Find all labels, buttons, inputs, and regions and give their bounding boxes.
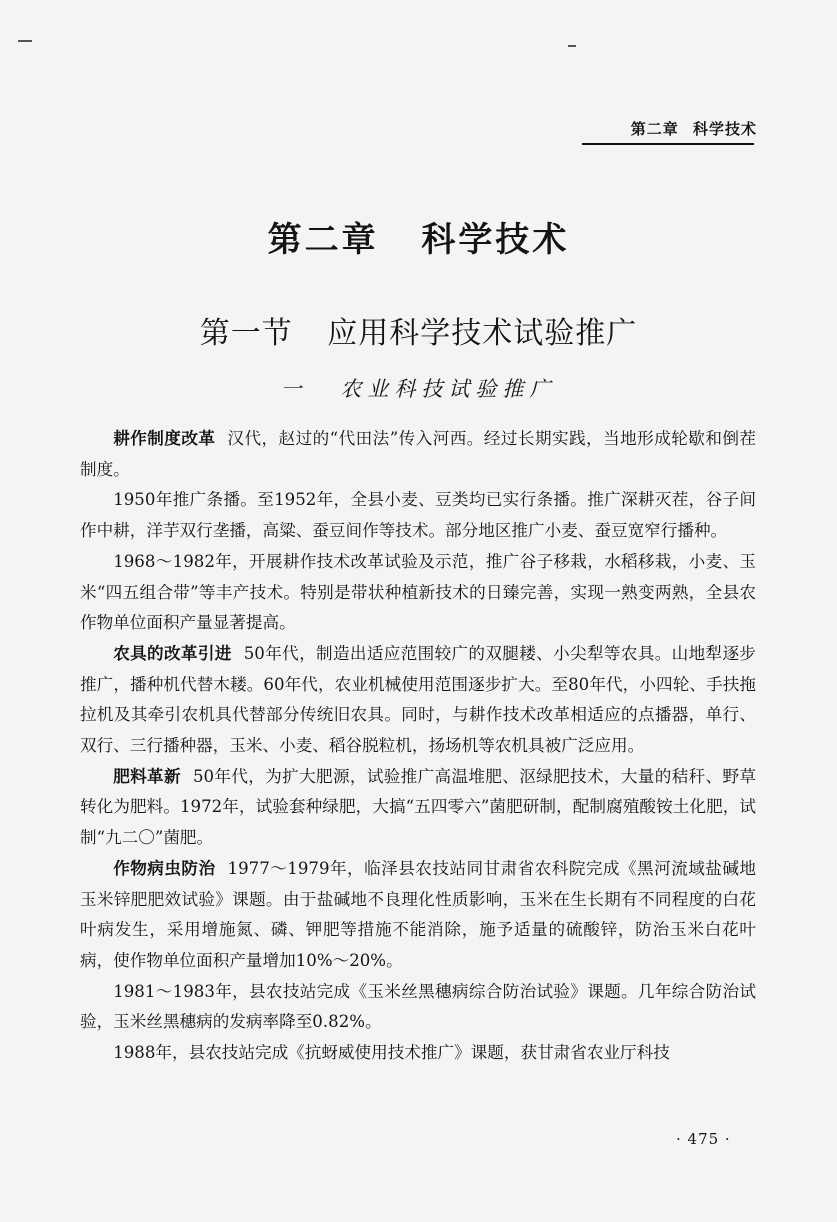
paragraph-lead: 作物病虫防治 <box>113 858 216 878</box>
running-head-rule <box>582 143 754 145</box>
chapter-title: 第二章 科学技术 <box>267 220 570 260</box>
paragraph <box>80 977 756 1038</box>
page-number: · 475 · <box>676 1130 731 1148</box>
sub-title: 一 农业科技试验推广 <box>280 377 557 401</box>
body-text <box>80 424 756 1069</box>
paragraph-text: 50年代，为扩大肥源，试验推广高温堆肥、沤绿肥技术，大量的秸秆、野草转化为肥料。1972年，试验套种绿肥，大搞“五四零六”菌肥研制，配制腐殖酸铵土化肥，试制“九二〇”菌肥。 <box>80 766 756 848</box>
paragraph-text: 50年代，制造出适应范围较广的双腿耧、小尖犁等农具。山地犁逐步推广，播种机代替木耧。60年代，农业机械使用范围逐步扩大。至80年代，小四轮、手扶拖拉机及其牵引农机具代替部分传统旧农具。同时，与耕作技术改革相适应的点播器，单行、双行、三行播种器，玉米、小麦、稻谷脱粒机，扬场机等农机具被广泛应用。 <box>80 643 757 756</box>
section-title: 第一节 应用科学技术试验推广 <box>199 316 638 351</box>
paragraph-text: 1977～1979年，临泽县农技站同甘肃省农科院完成《黑河流域盐碱地玉米锌肥肥效试验》课题。由于盐碱地不良理化性质影响，玉米在生长期有不同程度的白花叶病发生，采用增施氮、磷、钾肥等措施不能消除，施予适量的硫酸锌，防治玉米白花叶病，使作物单位面积产量增加10%～20%。 <box>80 858 756 970</box>
paragraph-text: 1988年，县农技站完成《抗蚜威使用技术推广》课题，获甘肃省农业厅科技 <box>113 1043 670 1063</box>
paragraph <box>80 762 756 854</box>
paragraph-lead: 农具的改革引进 <box>113 643 232 663</box>
paragraph-lead: 肥料革新 <box>113 766 181 786</box>
paragraph <box>80 547 756 639</box>
scan-mark <box>18 40 32 42</box>
paragraph-text: 汉代，赵过的“代田法”传入河西。经过长期实践，当地形成轮歇和倒茬制度。 <box>80 429 756 479</box>
paragraph <box>80 485 756 546</box>
paragraph <box>80 424 756 485</box>
scan-mark <box>568 45 576 47</box>
running-head: 第二章 科学技术 <box>630 120 757 138</box>
paragraph-lead: 耕作制度改革 <box>113 429 216 448</box>
paragraph-text: 1950年推广条播。至1952年，全县小麦、豆类均已实行条播。推广深耕灭茬，谷子间作中耕，洋芋双行垄播，高粱、蚕豆间作等技术。部分地区推广小麦、蚕豆宽窄行播种。 <box>80 490 756 541</box>
paragraph-text: 1968～1982年，开展耕作技术改革试验及示范，推广谷子移栽，水稻移栽，小麦、玉米“四五组合带”等丰产技术。特别是带状种植新技术的日臻完善，实现一熟变两熟，全县农作物单位面积产量显著提高。 <box>80 551 756 633</box>
paragraph <box>80 639 756 762</box>
paragraph <box>80 854 756 977</box>
paragraph <box>80 1038 756 1069</box>
paragraph-text: 1981～1983年，县农技站完成《玉米丝黑穗病综合防治试验》课题。几年综合防治试验，玉米丝黑穗病的发病率降至0.82%。 <box>80 981 756 1032</box>
